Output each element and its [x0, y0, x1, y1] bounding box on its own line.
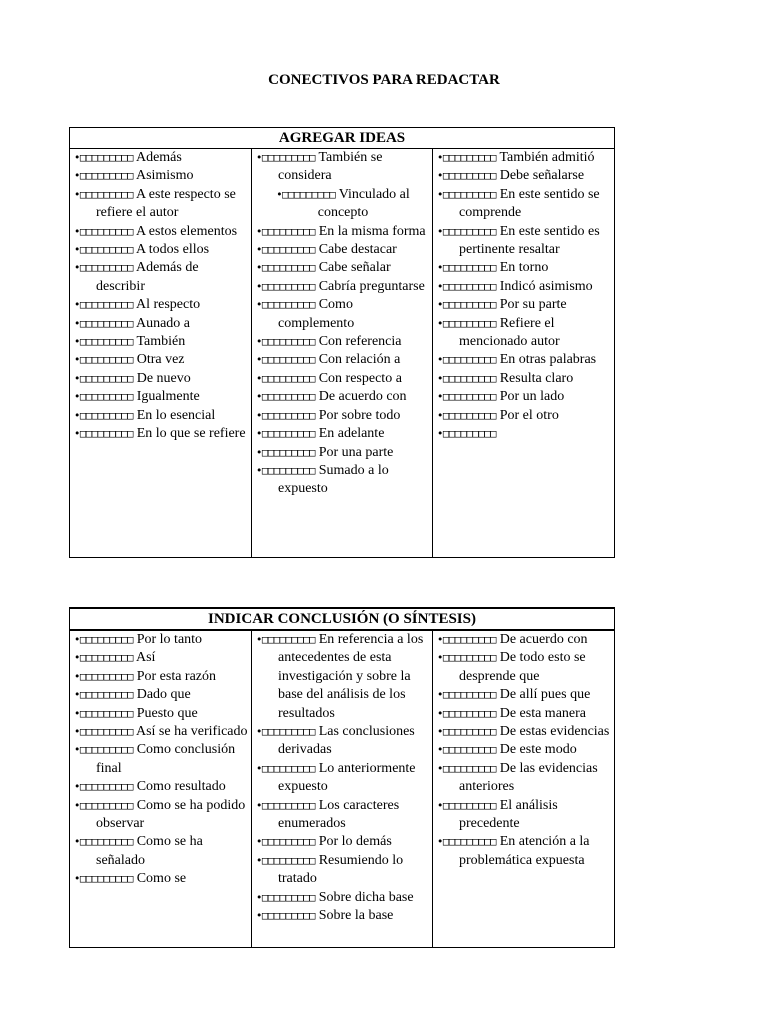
bullet-glyphs: •□□□□□□□□□ — [74, 409, 134, 422]
bullet-glyphs: •□□□□□□□□□ — [74, 726, 134, 739]
list-item — [437, 705, 612, 723]
list-item — [74, 425, 249, 443]
bullet-glyphs: •□□□□□□□□□ — [74, 428, 134, 441]
list-item — [437, 186, 612, 223]
connector-text: Como resultado — [136, 779, 226, 795]
bullet-glyphs: •□□□□□□□□□ — [256, 372, 316, 385]
list-item — [74, 631, 249, 649]
list-item — [74, 649, 249, 667]
connector-text: Al respecto — [135, 297, 201, 313]
connector-text: Así se ha verificado — [135, 724, 248, 740]
connector-text: A este respecto se refiere el autor — [96, 186, 236, 221]
connector-text: Por el otro — [499, 407, 559, 423]
bullet-glyphs: •□□□□□□□□□ — [256, 634, 316, 646]
bullet-glyphs: •□□□□□□□□□ — [437, 744, 497, 757]
bullet-glyphs: •□□□□□□□□□ — [74, 744, 134, 757]
connector-text: En referencia a los antecedentes de esta investigación y sobre la base del análisis de los resultados — [278, 632, 424, 721]
bullet-glyphs: •□□□□□□□□□ — [74, 707, 134, 720]
list-item — [256, 296, 430, 333]
connector-text: Por esta razón — [136, 668, 217, 684]
list-item — [256, 149, 430, 186]
connector-text: Los caracteres enumerados — [278, 797, 400, 832]
list-item — [437, 797, 612, 834]
bullet-glyphs: •□□□□□□□□□ — [74, 317, 134, 330]
bullet-glyphs: •□□□□□□□□□ — [256, 464, 316, 477]
connector-text: Con relación a — [318, 352, 401, 368]
bullet-glyphs: •□□□□□□□□□ — [256, 891, 316, 904]
list-item — [437, 833, 612, 870]
column-1 — [70, 149, 252, 558]
bullet-glyphs: •□□□□□□□□□ — [74, 188, 134, 201]
connector-text: Cabría preguntarse — [318, 278, 425, 294]
connector-text: En este sentido es pertinente resaltar — [459, 223, 600, 258]
bullet-glyphs: •□□□□□□□□□ — [256, 726, 316, 739]
column-3 — [433, 149, 615, 558]
connector-text: De acuerdo con — [499, 632, 588, 647]
bullet-glyphs: •□□□□□□□□□ — [256, 262, 316, 275]
connector-text: Con referencia — [318, 334, 402, 350]
list-item — [74, 167, 249, 185]
list-item — [74, 149, 249, 167]
list-item — [437, 741, 612, 759]
bullet-glyphs: •□□□□□□□□□ — [74, 262, 134, 275]
list-item — [74, 370, 249, 388]
connector-text: El análisis precedente — [459, 797, 558, 832]
connector-text: Por sobre todo — [318, 407, 401, 423]
connector-text: Además — [135, 150, 182, 165]
list-item — [256, 723, 430, 760]
list-item — [256, 278, 430, 296]
connector-text: De allí pues que — [499, 687, 591, 703]
bullet-glyphs: •□□□□□□□□□ — [256, 910, 316, 923]
bullet-glyphs: •□□□□□□□□□ — [74, 170, 134, 183]
bullet-glyphs: •□□□□□□□□□ — [437, 299, 497, 312]
bullet-glyphs: •□□□□□□□□□ — [437, 317, 497, 330]
bullet-glyphs: •□□□□□□□□□ — [437, 372, 497, 385]
list-item — [437, 370, 612, 388]
bullet-glyphs: •□□□□□□□□□ — [74, 781, 134, 794]
list-item — [437, 631, 612, 649]
bullet-glyphs: •□□□□□□□□□ — [437, 726, 497, 739]
connector-text: Resulta claro — [499, 370, 574, 386]
connector-text: De nuevo — [136, 370, 191, 386]
connector-text: Dado que — [136, 687, 191, 703]
bullet-glyphs: •□□□□□□□□□ — [256, 244, 316, 257]
table-agregar-ideas — [69, 127, 615, 558]
connector-text: De esta manera — [499, 705, 587, 721]
bullet-glyphs: •□□□□□□□□□ — [256, 836, 316, 849]
bullet-glyphs: •□□□□□□□□□ — [74, 225, 134, 238]
connector-text: Sobre dicha base — [318, 889, 414, 905]
list-item — [74, 723, 249, 741]
bullet-glyphs: •□□□□□□□□□ — [74, 670, 134, 683]
list-item — [74, 833, 249, 870]
document-title: CONECTIVOS PARA REDACTAR — [268, 72, 500, 88]
connector-text: De todo esto se desprende que — [459, 650, 586, 684]
list-item — [437, 351, 612, 369]
connector-text: Vinculado al concepto — [317, 186, 410, 221]
list-item — [74, 797, 249, 834]
list-item — [74, 333, 249, 351]
list-item — [437, 149, 612, 167]
bullet-glyphs: •□□□□□□□□□ — [256, 799, 316, 812]
connector-text: Sobre la base — [318, 908, 394, 924]
connector-text: Puesto que — [136, 705, 198, 721]
list-item — [437, 167, 612, 185]
list-item — [256, 889, 430, 907]
connector-text: Sumado a lo expuesto — [278, 462, 389, 497]
connector-text: Por un lado — [499, 389, 565, 405]
connector-text: Como se ha señalado — [96, 834, 203, 868]
table-indicar-conclusion — [69, 607, 615, 948]
bullet-glyphs: •□□□□□□□□□ — [74, 391, 134, 404]
bullet-glyphs: •□□□□□□□□□ — [437, 799, 497, 812]
connector-text: A estos elementos — [135, 223, 238, 239]
connector-text: Por su parte — [499, 297, 567, 313]
list-item — [74, 388, 249, 406]
bullet-glyphs: •□□□□□□□□□ — [437, 354, 497, 367]
bullet-glyphs: •□□□□□□□□□ — [276, 188, 336, 201]
list-item — [74, 870, 249, 888]
connector-text: Como se ha podido observar — [96, 797, 246, 832]
bullet-glyphs: •□□□□□□□□□ — [437, 225, 497, 238]
column-1 — [70, 630, 252, 947]
bullet-glyphs: •□□□□□□□□□ — [437, 707, 497, 720]
connector-text: En lo esencial — [136, 407, 216, 423]
connector-text: En adelante — [318, 426, 385, 442]
bullet-glyphs: •□□□□□□□□□ — [437, 391, 497, 404]
list-item — [437, 315, 612, 352]
list-item — [74, 186, 249, 223]
connector-text: Como complemento — [278, 297, 355, 331]
connector-text: A todos ellos — [135, 242, 210, 258]
bullet-glyphs: •□□□□□□□□□ — [437, 409, 497, 422]
connector-text: Por una parte — [318, 444, 394, 460]
list-item — [74, 741, 249, 778]
list-item — [74, 705, 249, 723]
list-item — [437, 296, 612, 314]
list-item — [437, 723, 612, 741]
list-item — [437, 686, 612, 704]
connector-text: En la misma forma — [318, 223, 426, 239]
bullet-glyphs: •□□□□□□□□□ — [256, 762, 316, 775]
bullet-glyphs: •□□□□□□□□□ — [256, 336, 316, 349]
bullet-glyphs: •□□□□□□□□□ — [74, 689, 134, 702]
section-heading: AGREGAR IDEAS — [70, 128, 615, 149]
connector-text: En atención a la problemática expuesta — [459, 834, 590, 868]
column-3 — [433, 630, 615, 947]
list-item — [437, 278, 612, 296]
connector-text: Así — [135, 650, 156, 666]
bullet-glyphs: •□□□□□□□□□ — [256, 225, 316, 238]
bullet-glyphs: •□□□□□□□□□ — [74, 336, 134, 349]
list-item — [256, 444, 430, 462]
connector-text: De estas evidencias — [499, 724, 610, 740]
list-item — [256, 241, 430, 259]
connector-text: Indicó asimismo — [499, 278, 593, 294]
connector-text: También — [136, 334, 186, 350]
list-item — [256, 407, 430, 425]
list-item — [74, 223, 249, 241]
connector-text: De las evidencias anteriores — [459, 760, 598, 795]
list-item — [256, 462, 430, 499]
bullet-glyphs: •□□□□□□□□□ — [437, 188, 497, 201]
list-item — [437, 388, 612, 406]
list-item — [74, 241, 249, 259]
list-item — [256, 797, 430, 834]
list-item — [256, 631, 430, 723]
connector-text: Debe señalarse — [499, 168, 585, 184]
list-item — [74, 296, 249, 314]
bullet-glyphs: •□□□□□□□□□ — [437, 634, 497, 646]
list-item — [256, 186, 430, 223]
list-item — [256, 760, 430, 797]
list-item — [256, 223, 430, 241]
connector-text: Cabe señalar — [318, 260, 391, 276]
bullet-glyphs: •□□□□□□□□□ — [74, 354, 134, 367]
section-heading: INDICAR CONCLUSIÓN (O SÍNTESIS) — [70, 608, 615, 630]
list-item — [256, 388, 430, 406]
bullet-glyphs: •□□□□□□□□□ — [74, 299, 134, 312]
list-item — [256, 907, 430, 925]
bullet-glyphs: •□□□□□□□□□ — [437, 689, 497, 702]
connector-text: En este sentido se comprende — [459, 186, 600, 221]
connector-text: Por lo tanto — [136, 632, 203, 647]
connector-text: Cabe destacar — [318, 242, 397, 258]
bullet-glyphs: •□□□□□□□□□ — [437, 170, 497, 183]
list-item — [437, 425, 612, 443]
connector-text: Igualmente — [136, 389, 200, 405]
list-item — [437, 649, 612, 686]
connector-text: También admitió — [499, 150, 595, 165]
connector-text: En lo que se refiere — [136, 426, 246, 442]
list-item — [74, 315, 249, 333]
bullet-glyphs: •□□□□□□□□□ — [74, 152, 134, 164]
bullet-glyphs: •□□□□□□□□□ — [74, 652, 134, 665]
connector-text: Lo anteriormente expuesto — [278, 760, 416, 795]
bullet-glyphs: •□□□□□□□□□ — [256, 280, 316, 293]
column-2 — [252, 149, 433, 558]
connector-text: Por lo demás — [318, 834, 392, 850]
connector-text: Con respecto a — [318, 370, 402, 386]
bullet-glyphs: •□□□□□□□□□ — [74, 836, 134, 849]
bullet-glyphs: •□□□□□□□□□ — [437, 428, 497, 441]
connector-text: Resumiendo lo tratado — [278, 852, 404, 887]
bullet-glyphs: •□□□□□□□□□ — [256, 152, 316, 164]
list-item — [437, 760, 612, 797]
bullet-glyphs: •□□□□□□□□□ — [437, 652, 497, 665]
connector-text: De acuerdo con — [318, 389, 407, 405]
list-item — [256, 833, 430, 851]
connector-text: Además de describir — [96, 260, 199, 294]
list-item — [74, 668, 249, 686]
bullet-glyphs: •□□□□□□□□□ — [74, 799, 134, 812]
list-item — [437, 407, 612, 425]
bullet-glyphs: •□□□□□□□□□ — [437, 262, 497, 275]
connector-text: Como se — [136, 871, 187, 887]
bullet-glyphs: •□□□□□□□□□ — [256, 299, 316, 312]
list-item — [256, 351, 430, 369]
bullet-glyphs: •□□□□□□□□□ — [74, 634, 134, 646]
list-item — [437, 259, 612, 277]
bullet-glyphs: •□□□□□□□□□ — [256, 854, 316, 867]
list-item — [74, 259, 249, 296]
connector-text: Como conclusión final — [96, 742, 236, 776]
column-2 — [252, 630, 433, 947]
list-item — [74, 351, 249, 369]
list-item — [256, 852, 430, 889]
bullet-glyphs: •□□□□□□□□□ — [437, 836, 497, 849]
list-item — [74, 778, 249, 796]
bullet-glyphs: •□□□□□□□□□ — [74, 372, 134, 385]
list-item — [256, 333, 430, 351]
bullet-glyphs: •□□□□□□□□□ — [256, 354, 316, 367]
list-item — [437, 223, 612, 260]
bullet-glyphs: •□□□□□□□□□ — [256, 428, 316, 441]
connector-text: Otra vez — [136, 352, 185, 368]
connector-text: En torno — [499, 260, 549, 276]
bullet-glyphs: •□□□□□□□□□ — [256, 391, 316, 404]
bullet-glyphs: •□□□□□□□□□ — [437, 762, 497, 775]
connector-text: También se considera — [278, 150, 383, 184]
connector-text: De este modo — [499, 742, 577, 758]
connector-text: En otras palabras — [499, 352, 597, 368]
bullet-glyphs: •□□□□□□□□□ — [74, 873, 134, 886]
bullet-glyphs: •□□□□□□□□□ — [256, 446, 316, 459]
bullet-glyphs: •□□□□□□□□□ — [74, 244, 134, 257]
bullet-glyphs: •□□□□□□□□□ — [437, 152, 497, 164]
list-item — [256, 425, 430, 443]
list-item — [74, 407, 249, 425]
list-item — [74, 686, 249, 704]
bullet-glyphs: •□□□□□□□□□ — [256, 409, 316, 422]
connector-text: Las conclusiones derivadas — [278, 724, 415, 758]
list-item — [256, 259, 430, 277]
list-item — [256, 370, 430, 388]
connector-text: Aunado a — [135, 315, 190, 331]
connector-text: Refiere el mencionado autor — [459, 315, 560, 350]
bullet-glyphs: •□□□□□□□□□ — [437, 280, 497, 293]
connector-text: Asimismo — [135, 168, 194, 184]
